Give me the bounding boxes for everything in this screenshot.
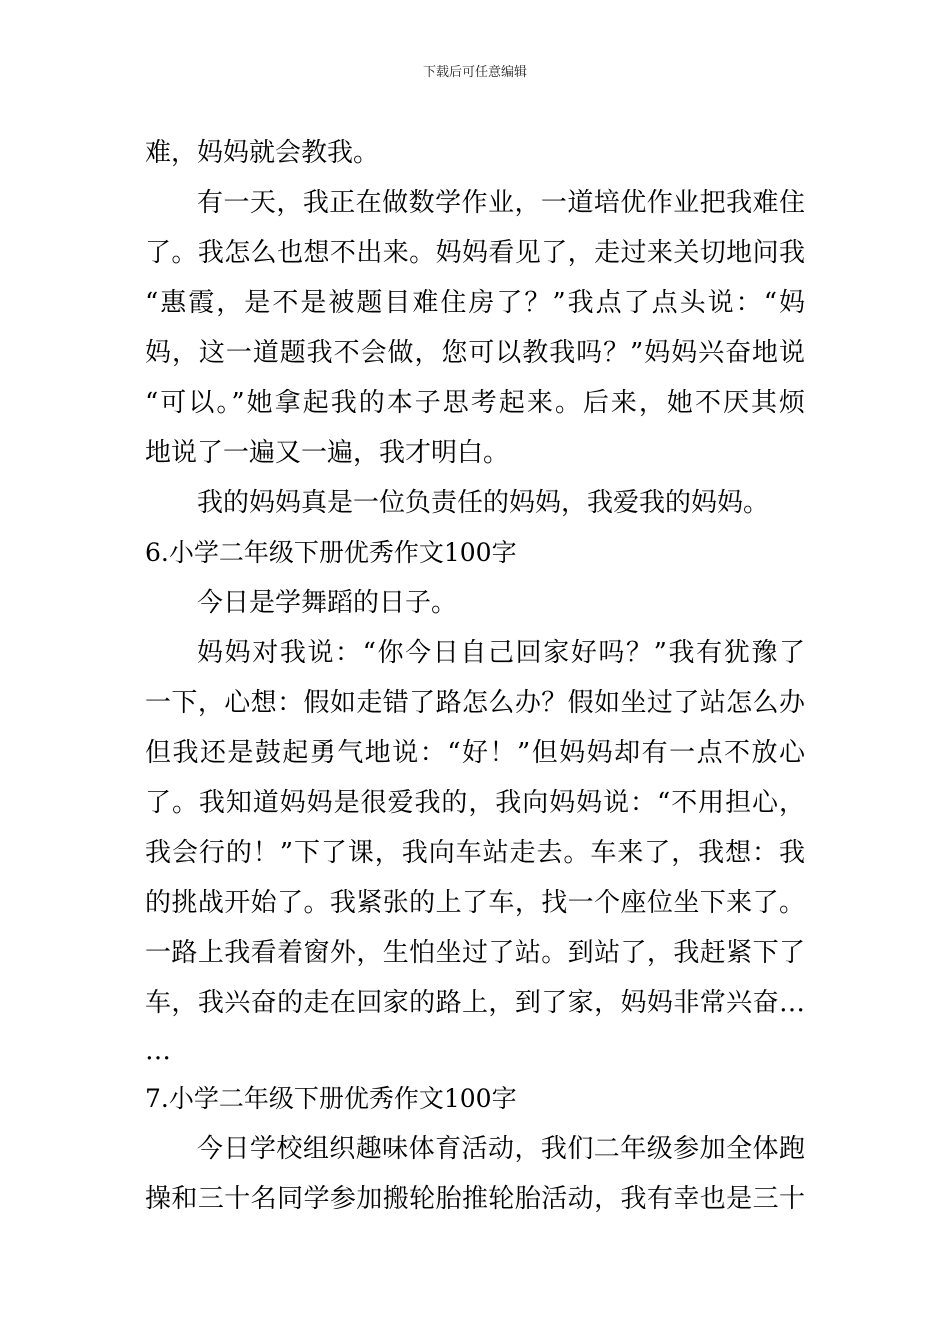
paragraph-line: 操和三十名同学参加搬轮胎推轮胎活动，我有幸也是三十 (145, 1184, 805, 1214)
section-heading: 7.小学二年级下册优秀作文100字 (145, 1084, 517, 1113)
paragraph-line: “可以。”她拿起我的本子思考起来。后来，她不厌其烦 (145, 388, 805, 418)
paragraph-line: 今日学校组织趣味体育活动，我们二年级参加全体跑 (197, 1134, 805, 1164)
paragraph-line: 一路上我看着窗外，生怕坐过了站。到站了，我赶紧下了 (145, 938, 805, 968)
paragraph-line: 地说了一遍又一遍，我才明白。 (145, 438, 510, 468)
paragraph-line: 难，妈妈就会教我。 (145, 138, 380, 168)
paragraph-line: 了。我怎么也想不出来。妈妈看见了，走过来关切地问我 (145, 238, 805, 268)
paragraph-line: 但我还是鼓起勇气地说：“好！”但妈妈却有一点不放心 (145, 738, 805, 768)
paragraph-line: 今日是学舞蹈的日子。 (197, 588, 458, 618)
page-header: 下载后可任意编辑 (422, 65, 527, 80)
paragraph-line: 妈，这一道题我不会做，您可以教我吗？”妈妈兴奋地说 (145, 338, 805, 368)
paragraph-line: 的挑战开始了。我紧张的上了车，找一个座位坐下来了。 (145, 888, 805, 918)
paragraph-line: 了。我知道妈妈是很爱我的，我向妈妈说：“不用担心， (145, 788, 805, 818)
paragraph-line: 妈妈对我说：“你今日自己回家好吗？”我有犹豫了 (197, 638, 805, 668)
section-heading: 6.小学二年级下册优秀作文100字 (145, 538, 517, 567)
paragraph-line: 我的妈妈真是一位负责任的妈妈，我爱我的妈妈。 (197, 488, 770, 518)
paragraph-line: “惠霞，是不是被题目难住房了？”我点了点头说：“妈 (145, 288, 805, 318)
paragraph-line: 有一天，我正在做数学作业，一道培优作业把我难住 (197, 188, 805, 218)
paragraph-line: 我会行的！”下了课，我向车站走去。车来了，我想：我 (145, 838, 805, 868)
paragraph-line: … (145, 1036, 171, 1066)
paragraph-line: 车，我兴奋的走在回家的路上，到了家，妈妈非常兴奋… (145, 988, 805, 1018)
document-body (145, 128, 805, 1224)
paragraph-line: 一下，心想：假如走错了路怎么办？假如坐过了站怎么办 (145, 688, 805, 718)
